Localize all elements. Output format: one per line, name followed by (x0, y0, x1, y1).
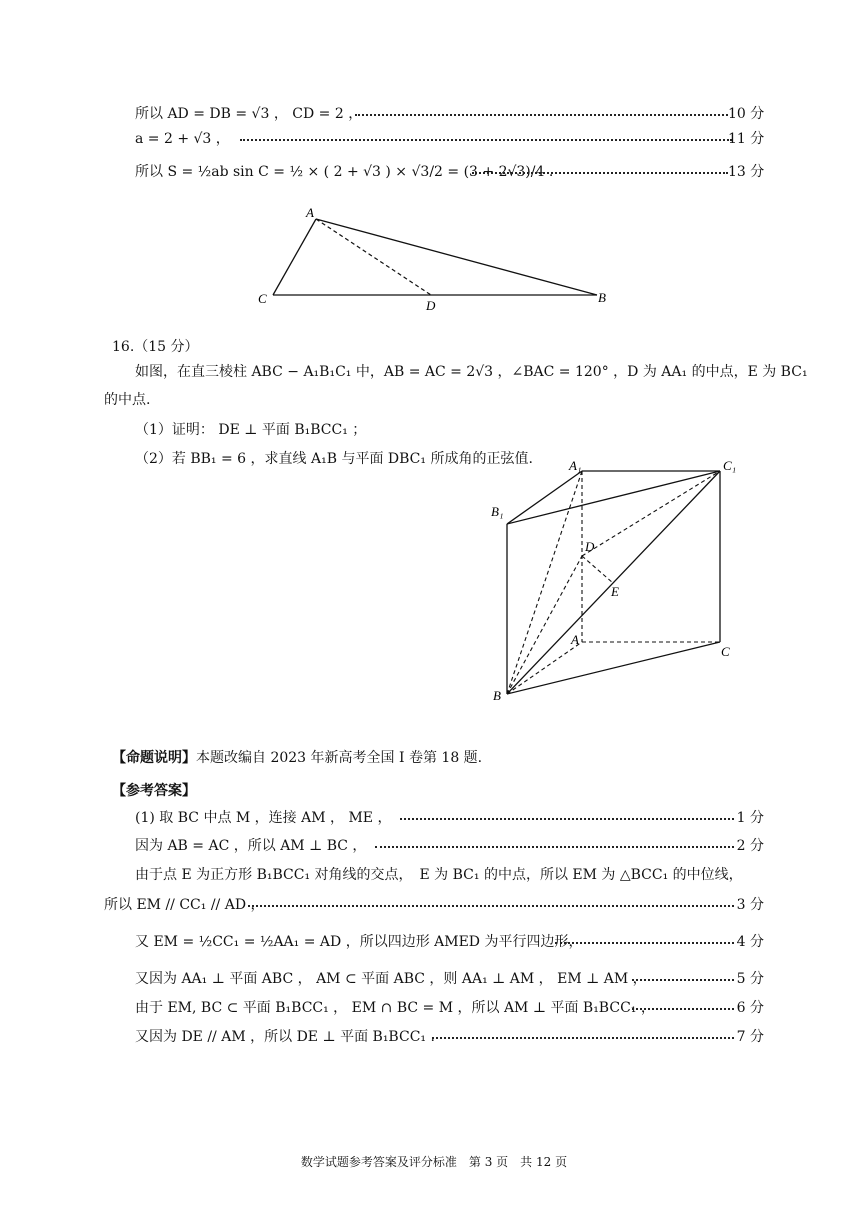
question-2: （2）若 BB₁ = 6 ，求直线 A₁B 与平面 DBC₁ 所成角的正弦值. (135, 451, 533, 467)
answer-step-8: 又因为 DE // AM ，所以 DE ⊥ 平面 B₁BCC₁ . (135, 1029, 435, 1045)
score-6: 6 分 (736, 1000, 764, 1016)
score-1: 1 分 (736, 810, 764, 826)
note-line (112, 748, 482, 768)
segment-ad (316, 219, 431, 295)
step-line-1: 所以 AD = DB = √3 ， CD = 2 ， (135, 106, 363, 122)
dot-leader (400, 818, 734, 820)
problem-number: 16.（15 分） (112, 339, 199, 355)
triangle-figure (250, 200, 620, 315)
answer-step-3: 由于点 E 为正方形 B₁BCC₁ 对角线的交点， E 为 BC₁ 的中点，所以 EM 为 △BCC₁ 的中位线， (135, 867, 743, 883)
problem-stem-cont: 的中点. (104, 392, 151, 408)
step-line-2: a = 2 + √3 ， (135, 131, 230, 147)
label-e: E (611, 584, 619, 599)
label-a: A (306, 205, 314, 220)
question-1: （1）证明： DE ⊥ 平面 B₁BCC₁ ； (135, 422, 367, 438)
answer-step-7: 由于 EM, BC ⊂ 平面 B₁BCC₁ ， EM ∩ BC = M ，所以 AM ⊥ 平面 B₁BCC₁ ， (135, 1000, 655, 1016)
answer-step-4: 所以 EM // CC₁ // AD ， (104, 897, 265, 913)
score-5: 5 分 (736, 971, 764, 987)
score-13: 13 分 (728, 164, 765, 180)
prism-figure (485, 450, 755, 710)
label-a1: A₁ (569, 458, 582, 473)
answer-tag: 【参考答案】 (112, 783, 196, 799)
dot-leader (375, 846, 734, 848)
dot-leader (632, 1008, 734, 1010)
label-d: D (426, 298, 436, 313)
dot-leader (555, 942, 734, 944)
label-b1: B₁ (491, 504, 504, 519)
label-c1: C₁ (723, 458, 737, 473)
dot-leader (432, 1037, 734, 1039)
label-a: A (571, 632, 579, 647)
problem-stem: 如图，在直三棱柱 ABC − A₁B₁C₁ 中，AB = AC = 2√3 ，∠BAC = 120° ，D 为 AA₁ 的中点，E 为 BC₁ (135, 364, 808, 380)
label-c: C (258, 291, 267, 306)
dot-leader (248, 905, 734, 907)
answer-step-2: 因为 AB = AC ，所以 AM ⊥ BC ， (135, 838, 367, 854)
score-2: 2 分 (736, 838, 764, 854)
dot-leader (632, 979, 734, 981)
label-b: B (493, 688, 501, 703)
dot-leader (240, 139, 732, 141)
step-line-3: 所以 S = ½ab sin C = ½ × ( 2 + √3 ) × √3/2 = (3 + 2√3)/4 . (135, 164, 554, 180)
edge-ab (316, 219, 597, 295)
note-text: 本题改编自 2023 年新高考全国 Ⅰ 卷第 18 题. (196, 750, 483, 766)
dot-leader (472, 172, 728, 174)
score-7: 7 分 (736, 1029, 764, 1045)
score-4: 4 分 (736, 934, 764, 950)
score-11: 11 分 (728, 131, 765, 147)
page-footer: 数学试题参考答案及评分标准 第 3 页 共 12 页 (300, 1155, 568, 1169)
label-d: D (585, 539, 595, 554)
label-c: C (721, 644, 730, 659)
answer-step-1: (1) 取 BC 中点 M ，连接 AM ， ME ， (135, 810, 392, 826)
score-10: 10 分 (728, 106, 765, 122)
label-b: B (598, 290, 606, 305)
dot-leader (355, 114, 728, 116)
edge-ac (273, 219, 316, 295)
answer-step-6: 又因为 AA₁ ⊥ 平面 ABC ， AM ⊂ 平面 ABC ，则 AA₁ ⊥ AM ， EM ⊥ AM ， (135, 971, 647, 987)
note-tag: 【命题说明】 (112, 750, 196, 766)
score-3: 3 分 (736, 897, 764, 913)
answer-step-5: 又 EM = ½CC₁ = ½AA₁ = AD ，所以四边形 AMED 为平行四边形， (135, 934, 583, 950)
